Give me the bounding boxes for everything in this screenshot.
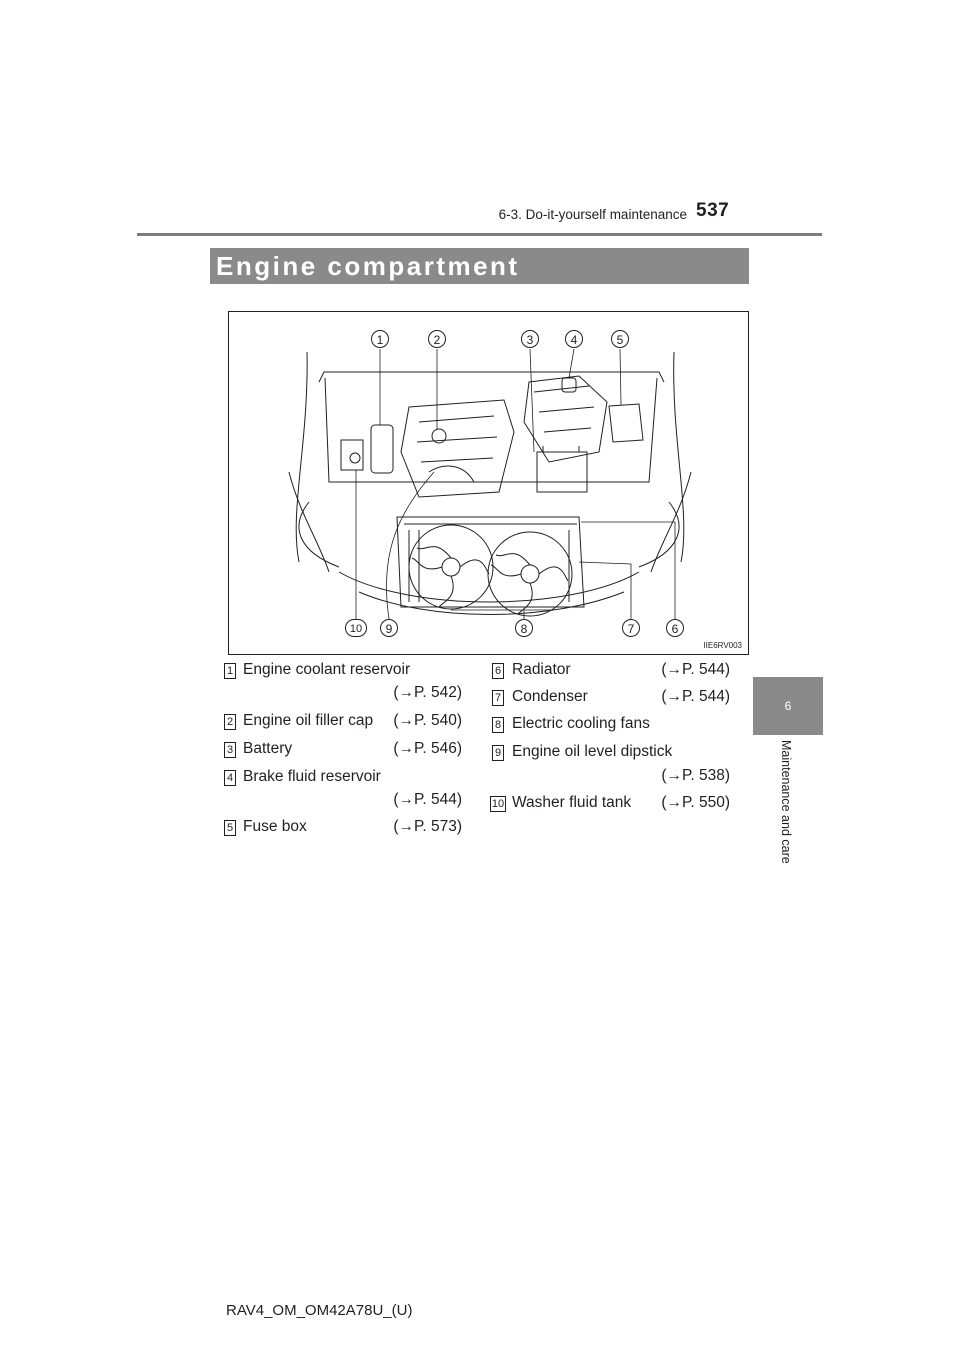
callout-2: 2	[428, 330, 446, 348]
legend-number: 6	[492, 663, 504, 679]
engine-compartment-illustration	[228, 311, 749, 655]
legend-number: 9	[492, 745, 504, 761]
page-number: 537	[696, 200, 730, 221]
legend-label: Electric cooling fans	[512, 715, 650, 732]
legend-number: 3	[224, 742, 236, 758]
callout-7: 7	[622, 619, 640, 637]
legend-ref[interactable]: (→P. 544)	[661, 688, 730, 705]
legend-ref[interactable]: (→P. 544)	[393, 791, 462, 808]
header-section-title: 6-3. Do-it-yourself maintenance	[498, 207, 687, 222]
header-rule	[137, 233, 822, 236]
legend-ref[interactable]: (→P. 544)	[661, 661, 730, 678]
callout-3: 3	[521, 330, 539, 348]
legend-ref[interactable]: (→P. 538)	[661, 767, 730, 784]
callout-6: 6	[666, 619, 684, 637]
legend-number: 5	[224, 820, 236, 836]
legend-label: Brake fluid reservoir	[243, 768, 381, 785]
legend-label: Engine oil level dipstick	[512, 743, 673, 760]
legend-number: 4	[224, 770, 236, 786]
legend-label: Fuse box	[243, 818, 307, 835]
legend-ref[interactable]: (→P. 546)	[393, 740, 462, 757]
chapter-title: Maintenance and care	[779, 740, 793, 864]
legend-label: Engine coolant reservoir	[243, 661, 411, 678]
callout-1: 1	[371, 330, 389, 348]
callout-8: 8	[515, 619, 533, 637]
legend-label: Washer fluid tank	[512, 794, 632, 811]
legend-ref[interactable]: (→P. 573)	[393, 818, 462, 835]
legend-number: 2	[224, 714, 236, 730]
legend-ref[interactable]: (→P. 540)	[393, 712, 462, 729]
callout-5: 5	[611, 330, 629, 348]
legend-label: Condenser	[512, 688, 588, 705]
legend-label: Engine oil filler cap	[243, 712, 374, 729]
legend-number: 7	[492, 690, 504, 706]
callout-10: 10	[345, 619, 367, 637]
legend-number: 8	[492, 717, 504, 733]
legend-label: Battery	[243, 740, 293, 757]
figure-id: IIE6RV003	[703, 641, 742, 650]
chapter-tab[interactable]: 6	[753, 677, 823, 735]
legend-label: Radiator	[512, 661, 571, 678]
callout-9: 9	[380, 619, 398, 637]
legend-ref[interactable]: (→P. 542)	[393, 684, 462, 701]
section-title: Engine compartment	[210, 248, 749, 284]
legend-ref[interactable]: (→P. 550)	[661, 794, 730, 811]
legend-number: 1	[224, 663, 236, 679]
engine-drawing	[229, 312, 748, 654]
legend-number: 10	[491, 798, 505, 810]
document-code: RAV4_OM_OM42A78U_(U)	[226, 1302, 413, 1319]
callout-4: 4	[565, 330, 583, 348]
